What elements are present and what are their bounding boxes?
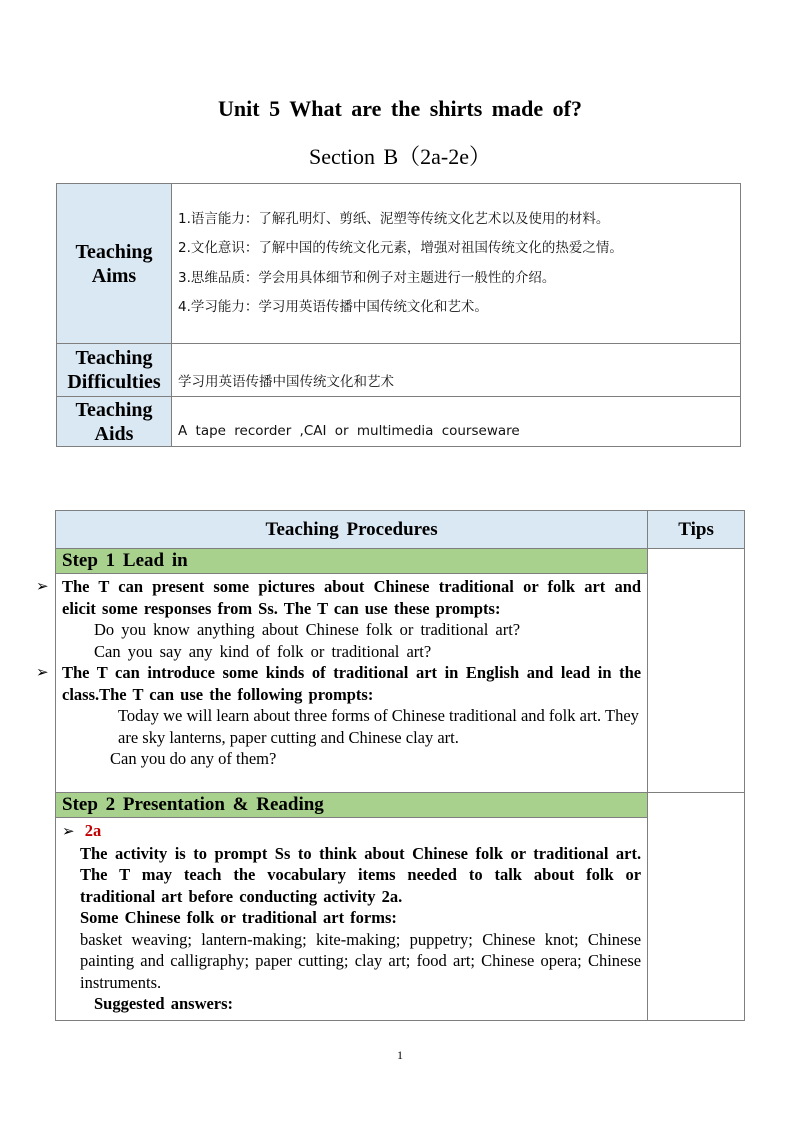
- step2-answers-heading: Suggested answers:: [94, 994, 234, 1013]
- step1-heading: Step 1 Lead in: [56, 549, 648, 574]
- aims-table: [56, 183, 741, 447]
- step2-body: [56, 818, 648, 1021]
- procedures-header: Teaching Procedures: [56, 511, 648, 549]
- step1-prompt3: Today we will learn about three forms of Chinese traditional and folk art. They are sky lanterns, paper cutting and Chinese clay art.: [118, 706, 639, 747]
- step2-para1: The activity is to prompt Ss to think about Chinese folk or traditional art. The T may teach the vocabulary items needed to talk about folk or traditional art before conducting activity 2a.: [80, 843, 642, 906]
- step1-bullet1-text: The T can present some pictures about Chinese traditional or folk art and elicit some responses from Ss. The T can use these prompts:: [62, 577, 642, 618]
- step2-forms: basket weaving; lantern-making; kite-making; puppetry; Chinese knot; Chinese painting and calligraphy; paper cutting; clay art; food art; Chinese opera; Chinese instruments.: [80, 929, 642, 992]
- step2-activity: [62, 820, 641, 843]
- aims-label: [57, 184, 172, 344]
- section-subtitle: Section B（2a-2e）: [308, 144, 492, 169]
- aids-label-line2: Aids: [94, 422, 134, 445]
- aids-text: A tape recorder ,CAI or multimedia courseware: [178, 422, 520, 439]
- procedures-table: [36, 510, 745, 1021]
- aim-item: 4.学习能力：学习用英语传播中国传统文化和艺术。: [178, 299, 488, 315]
- arrow-bullet-icon: ➢: [36, 663, 49, 681]
- activity-label: 2a: [84, 821, 102, 840]
- difficulties-text: 学习用英语传播中国传统文化和艺术: [178, 374, 394, 390]
- step1-body: [36, 574, 648, 793]
- page-number: 1: [397, 1048, 403, 1062]
- step2-tips-cell: [648, 793, 745, 1021]
- step2-forms-heading: Some Chinese folk or traditional art forms:: [80, 908, 397, 927]
- arrow-bullet-icon: ➢: [62, 822, 75, 840]
- difficulties-label: [57, 344, 172, 397]
- aim-item: 1.语言能力：了解孔明灯、剪纸、泥塑等传统文化艺术以及使用的材料。: [178, 210, 610, 227]
- difficulties-label-line1: Teaching: [75, 347, 153, 369]
- aim-item: 3.思维品质：学会用具体细节和例子对主题进行一般性的介绍。: [178, 269, 556, 286]
- step1-bullet2: [36, 662, 642, 705]
- arrow-bullet-icon: ➢: [36, 577, 49, 595]
- aids-content: [172, 397, 741, 447]
- aims-label-line1: Teaching: [75, 240, 153, 263]
- document-title: Unit 5 What are the shirts made of?: [218, 96, 582, 121]
- step1-bullet2-text: The T can introduce some kinds of traditional art in English and lead in the class.The T can use the following prompts:: [62, 663, 642, 704]
- difficulties-label-line2: Difficulties: [67, 371, 161, 393]
- step1-prompt1: Do you know anything about Chinese folk or traditional art?: [94, 620, 521, 639]
- aims-label-line2: Aims: [91, 264, 137, 287]
- step1-bullet1: [36, 576, 642, 619]
- aids-label: [57, 397, 172, 447]
- aids-label-line1: Teaching: [75, 398, 153, 421]
- difficulties-content: [172, 344, 741, 397]
- aim-item: 2.文化意识：了解中国的传统文化元素，增强对祖国传统文化的热爱之情。: [178, 240, 623, 256]
- aims-content: [172, 184, 741, 344]
- tips-header: Tips: [648, 511, 745, 549]
- step1-prompt4: Can you do any of them?: [110, 749, 277, 768]
- step1-tips-cell: [648, 549, 745, 793]
- step1-prompt2: Can you say any kind of folk or traditional art?: [94, 641, 432, 661]
- step2-heading: Step 2 Presentation & Reading: [56, 793, 648, 818]
